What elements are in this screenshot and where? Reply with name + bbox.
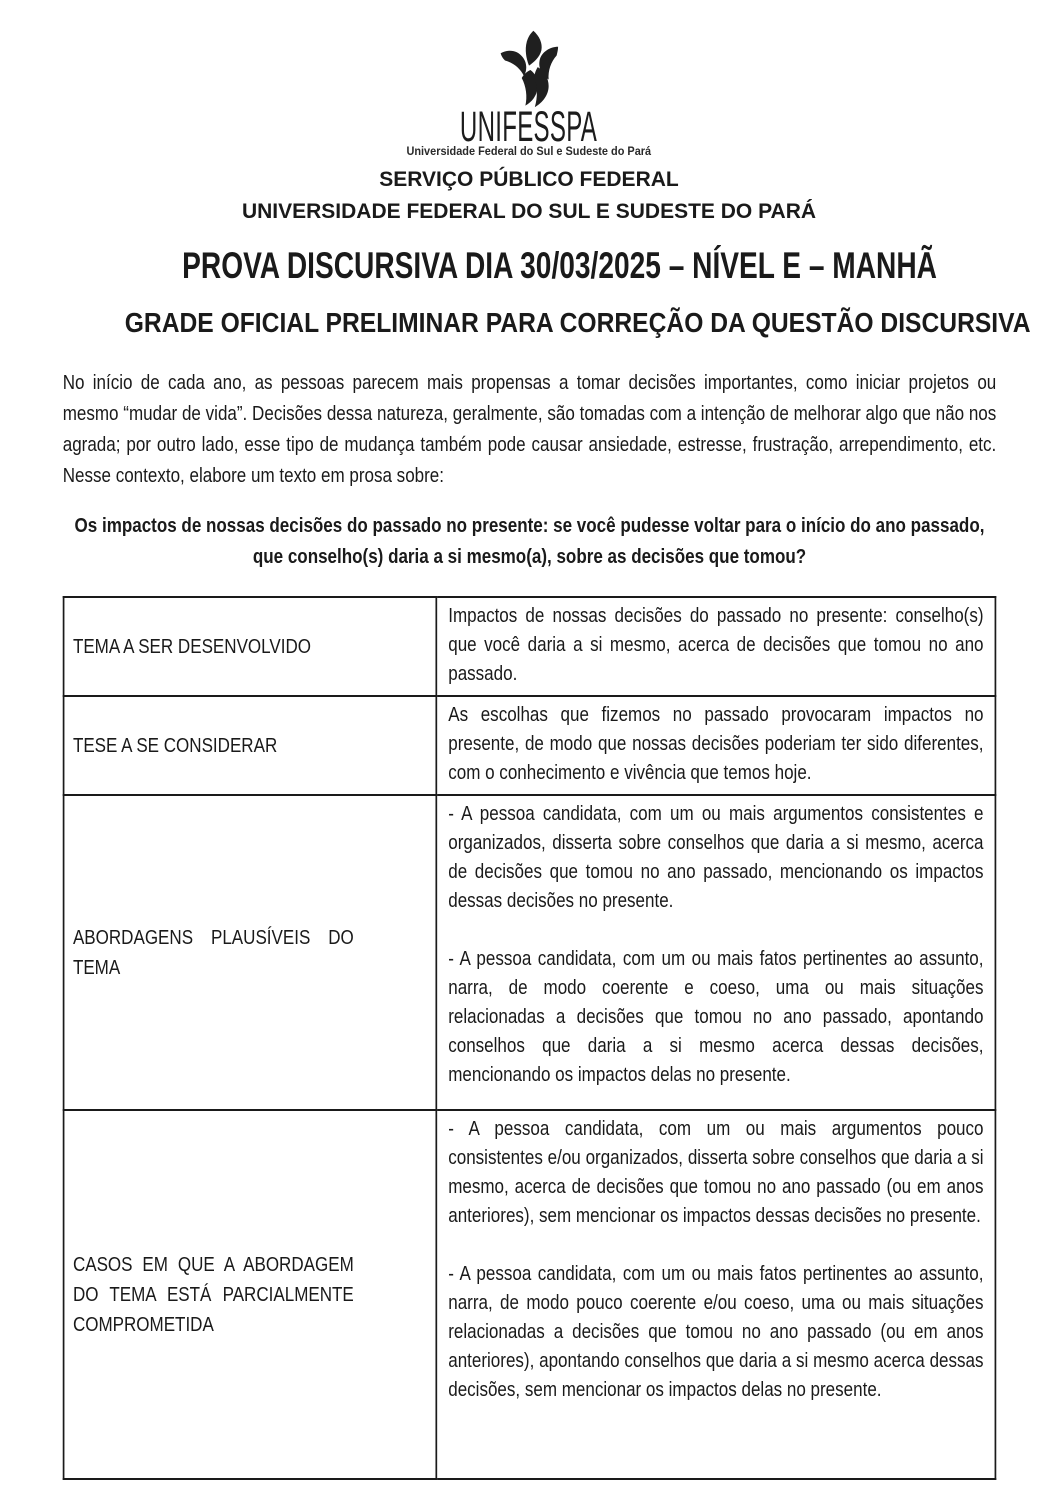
cell-paragraph: - A pessoa candidata, com um ou mais argumentos consistentes e organizados, disserta sobre conselhos que daria a si mesmo, acerca de decisões que tomou no ano passado, mencionando os impactos dessas decisões no presente.	[448, 803, 984, 912]
table-row	[64, 1110, 996, 1479]
row-label-cell	[64, 597, 437, 696]
cell-paragraph: Impactos de nossas decisões do passado no presente: conselho(s) que você daria a si mesmo, acerca de decisões que tomou no ano passado.	[448, 605, 984, 685]
row-content-cell	[436, 696, 995, 795]
row-label: TESE A SE CONSIDERAR	[72, 734, 278, 757]
page-title-text: PROVA DISCURSIVA DIA 30/03/2025 – NÍVEL E – MANHÃ	[182, 245, 937, 286]
header-line-service: SERVIÇO PÚBLICO FEDERAL	[379, 168, 679, 191]
row-label: TEMA A SER DESENVOLVIDO	[72, 635, 311, 658]
intro-paragraph: No início de cada ano, as pessoas parecem mais propensas a tomar decisões importantes, como iniciar projetos ou mesmo “mudar de vida”. Decisões dessa natureza, geralmente, são tomadas com a intenção de melhorar algo que não nos agrada; por outro lado, esse tipo de mudança também pode causar ansiedade, estresse, frustração, arrependimento, etc. Nesse contexto, elabore um texto em prosa sobre:	[62, 372, 997, 487]
page-subtitle	[63, 306, 1031, 342]
header-line-university: UNIVERSIDADE FEDERAL DO SUL E SUDESTE DO PARÁ	[241, 200, 817, 223]
row-label: CASOS EM QUE A ABORDAGEM DO TEMA ESTÁ PARCIALMENTE COMPROMETIDA	[72, 1253, 354, 1336]
cell-paragraph: As escolhas que fizemos no passado provocaram impactos no presente, de modo que nossas decisões poderiam ter sido diferentes, com o conhecimento e vivência que temos hoje.	[448, 704, 984, 784]
letterhead	[63, 30, 995, 224]
cell-paragraph: - A pessoa candidata, com um ou mais fatos pertinentes ao assunto, narra, de modo pouco coerente e/ou coeso, uma ou mais situações relacionadas a decisões que tomou no ano passado (ou em anos anteriores), apontando conselhos que daria a si mesmo acerca dessas decisões, sem mencionar os impactos delas no presente.	[448, 1263, 984, 1401]
unifesspa-flame-icon	[492, 30, 566, 110]
row-label: ABORDAGENS PLAUSÍVEIS DO TEMA	[72, 926, 354, 979]
essay-prompt: Os impactos de nossas decisões do passado no presente: se você pudesse voltar para o início do ano passado, que conselho(s) daria a si mesmo(a), sobre as decisões que tomou?	[74, 515, 985, 568]
table-row	[64, 597, 996, 696]
row-content-cell	[436, 597, 995, 696]
table-row	[64, 795, 996, 1110]
logo-tagline: Universidade Federal do Sul e Sudeste do Pará	[406, 146, 652, 158]
page-subtitle-text: GRADE OFICIAL PRELIMINAR PARA CORREÇÃO DA QUESTÃO DISCURSIVA	[124, 307, 1031, 338]
logo-wordmark: UNIFESSPA	[460, 103, 598, 151]
row-label-cell	[64, 696, 437, 795]
row-label-cell	[64, 1110, 437, 1479]
cell-paragraph: - A pessoa candidata, com um ou mais argumentos pouco consistentes e/ou organizados, disserta sobre conselhos que daria a si mesmo, acerca de decisões que tomou no ano passado (ou em anos anteriores), sem mencionar os impactos dessas decisões no presente.	[448, 1118, 984, 1227]
row-content-cell	[436, 1110, 995, 1479]
rubric-table	[63, 596, 997, 1480]
table-row	[64, 696, 996, 795]
row-label-cell	[64, 795, 437, 1110]
cell-paragraph: - A pessoa candidata, com um ou mais fatos pertinentes ao assunto, narra, de modo coerente e coeso, uma ou mais situações relacionadas a decisões que tomou no ano passado, apontando conselhos que daria a si mesmo acerca dessas decisões, mencionando os impactos delas no presente.	[448, 948, 984, 1086]
row-content-cell	[436, 795, 995, 1110]
page-title	[63, 245, 995, 288]
rubric-table-wrapper	[63, 596, 997, 1480]
